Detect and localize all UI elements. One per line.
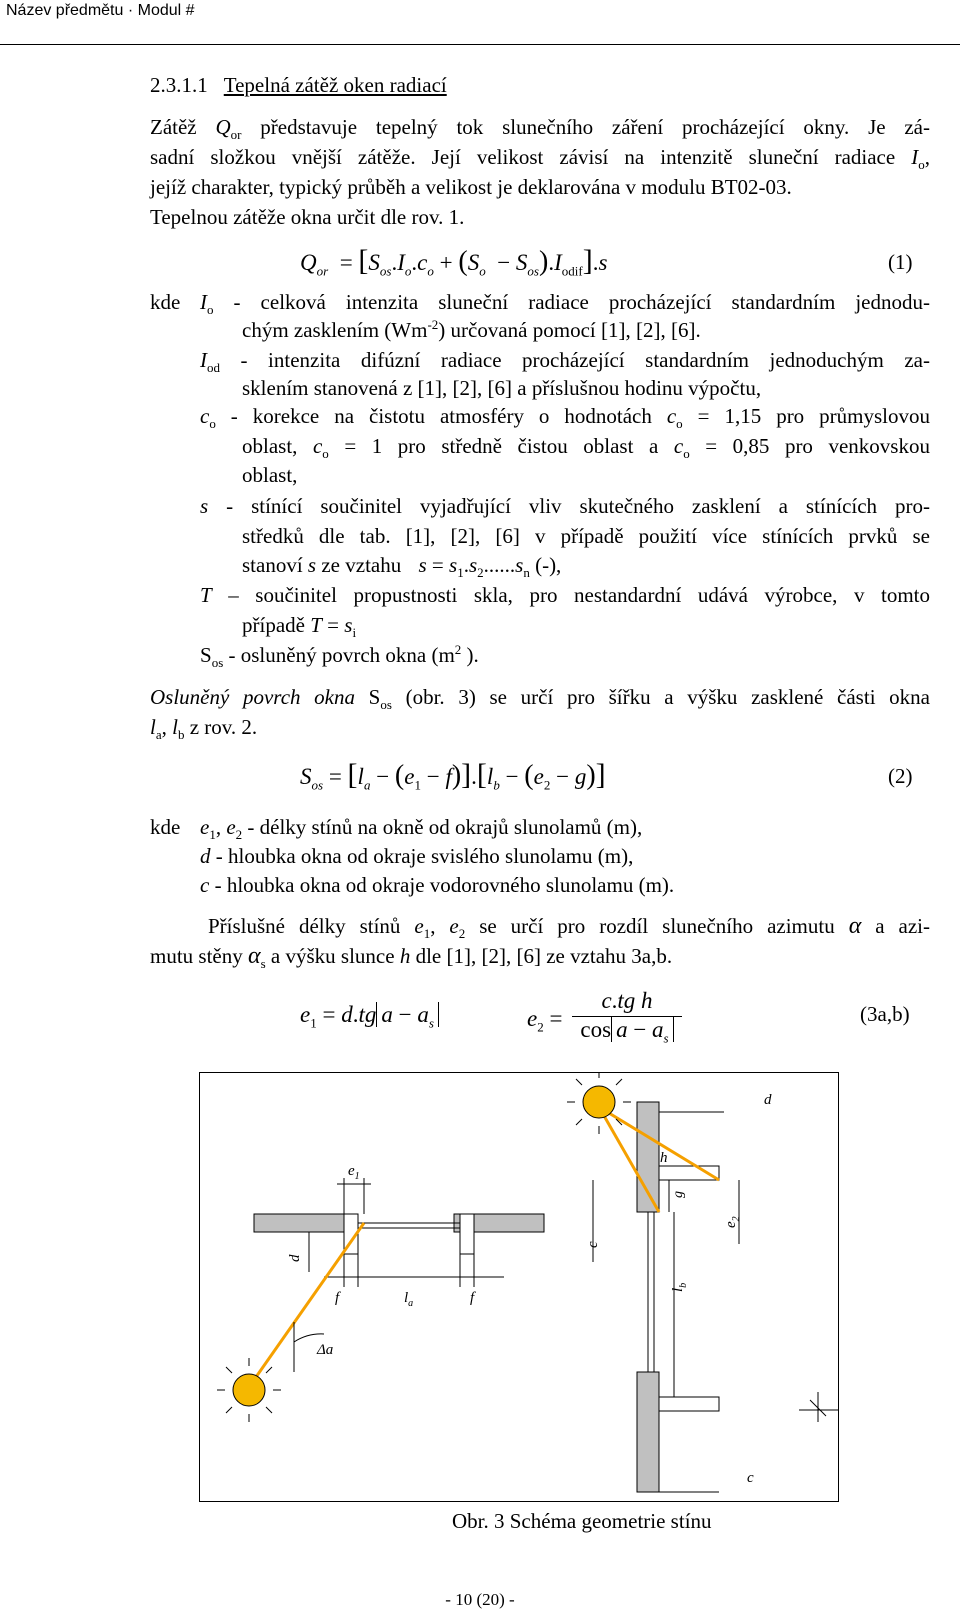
label-lb: $l_b$ [670, 1282, 689, 1292]
delta-a-arc [294, 1334, 324, 1342]
intro-line-4: Tepelnou zátěže okna určit dle rov. 1. [150, 205, 465, 229]
def-t-line-2: případě $T = s_i$ [242, 613, 357, 641]
def-co-line-3: oblast, [242, 463, 298, 487]
equation-2: $S_{os} = [l_a - (e_1 - f)].[l_b - (e_2 - g)]$ [300, 758, 606, 793]
para3-line-1: Příslušné délky stínů $e_1$, $e_2$ se určí pro rozdíl slunečního azimutu α a azi- [208, 913, 930, 942]
def-t-line-1: T – součinitel propustnosti skla, pro nestandardní udává výrobce, v tomto [200, 583, 930, 607]
def-iod-line-2: sklením stanovená z [1], [2], [6] a příslušnou hodinu výpočtu, [242, 376, 762, 400]
section-heading [150, 70, 447, 100]
def-io-line-2: chým zasklením $(Wm^{-2})$ určovaná pomocí [1], [2], [6]. [242, 317, 701, 342]
defs-kde-1: kde [150, 290, 181, 314]
left-sun-icon [233, 1374, 265, 1406]
label-f2: f [470, 1290, 475, 1306]
intro-line-2: sadní složkou vnější zátěže. Její velikost závisí na intenzitě sluneční radiace $I_o$, [150, 145, 930, 173]
section-number: 2.3.1.1 [150, 73, 208, 97]
figure-frame [200, 1073, 839, 1502]
left-wall-segment [254, 1214, 354, 1232]
def-s-line-3: stanoví s ze vztahu $s = s_1.s_2......s_n$ (-), [242, 553, 562, 581]
equation-3-number: (3a,b) [860, 1002, 910, 1026]
lower-wall [637, 1372, 659, 1492]
label-c-mid: c [585, 1241, 601, 1248]
intro-line-1: Zátěž $Q_{or}$ představuje tepelný tok slunečního záření procházející okny. Je zá- [150, 115, 930, 143]
para2-line-1: Osluněný povrch okna $S_{os}$ (obr. 3) se určí pro šířku a výšku zasklené části okna [150, 685, 931, 713]
equation-1: $Q_{or} = [S_{os}.I_o.c_o + (S_o - S_{os}).I_{odif}].s$ [300, 244, 608, 279]
equation-1-number: (1) [888, 250, 913, 274]
def-e: $e_1$, $e_2$ - délky stínů na okně od okrajů slunolamů (m), [200, 815, 643, 843]
equation-3b-lhs: $e_2$ = [527, 1006, 563, 1035]
left-plan-sketch [217, 1163, 544, 1422]
def-co-line-2: oblast, $c_o = 1$ pro středně čistou oblast a $c_o = 0,85$ pro venkovskou [242, 434, 930, 462]
page-footer: - 10 (20) - [445, 1590, 515, 1609]
label-la: $l_a$ [404, 1290, 414, 1309]
defs-kde-2: kde [150, 815, 181, 839]
label-h: h [660, 1150, 668, 1166]
label-f1: f [335, 1290, 340, 1306]
def-s-line-2: středků dle tab. [1], [2], [6] v případě použití více stínících prvků se [242, 524, 930, 548]
label-delta-a: Δa [317, 1342, 334, 1358]
equation-3b-fraction: $\frac{\text{c.tg h}}{\cos a - a_s}$ [572, 988, 682, 1043]
right-fin [460, 1214, 474, 1254]
def-co-line-1: $c_o$ - korekce na čistotu atmosféry o hodnotách $c_o = 1,15$ pro průmyslovou [200, 404, 930, 432]
label-e2: $e_2$ [723, 1216, 742, 1228]
para2-line-2: $l_a$, $l_b$ z rov. 2. [150, 715, 258, 743]
def-sos: $S_{os}$ - osluněný povrch okna ($m^2$ ). [200, 642, 479, 671]
header-title: Název předmětu · Modul # [6, 2, 195, 19]
right-section-sketch [567, 1072, 839, 1492]
def-iod-line-1: $I_{od}$ - intenzita difúzní radiace procházející standardním jednoduchým za- [200, 348, 930, 376]
label-e1: $e_1$ [348, 1163, 360, 1182]
def-io-line-1: $I_o$ - celková intenzita sluneční radiace procházející standardním jednodu- [200, 290, 930, 318]
equation-3a: $e_1 = d.tg$ $a - a_s$ [300, 1002, 439, 1028]
label-d-top: d [764, 1092, 772, 1108]
def-c: c - hloubka okna od okraje vodorovného slunolamu (m). [200, 873, 675, 897]
label-c-bottom: c [747, 1470, 754, 1486]
intro-line-3: jejíž charakter, typický průběh a velikost je deklarována v modulu BT02-03. [150, 175, 792, 199]
equation-2-number: (2) [888, 764, 913, 788]
page-header [0, 0, 960, 45]
label-d-left: d [287, 1254, 303, 1262]
left-sun-ray [249, 1223, 364, 1387]
figure-caption: Obr. 3 Schéma geometrie stínu [452, 1509, 712, 1533]
label-g: g [671, 1191, 686, 1198]
def-s-line-1: s - stínící součinitel vyjadřující vliv skutečného zasklení a stínících pro- [200, 494, 930, 518]
right-sun-icon [583, 1086, 615, 1118]
shadow-geometry-figure [199, 1072, 839, 1502]
def-d: d - hloubka okna od okraje svislého slunolamu (m), [200, 844, 634, 868]
lower-overhang [659, 1397, 719, 1411]
para3-line-2: mutu stěny $\alpha_s$ a výšku slunce h dle [1], [2], [6] ze vztahu 3a,b. [150, 943, 673, 972]
section-title: Tepelná zátěž oken radiací [223, 73, 447, 97]
